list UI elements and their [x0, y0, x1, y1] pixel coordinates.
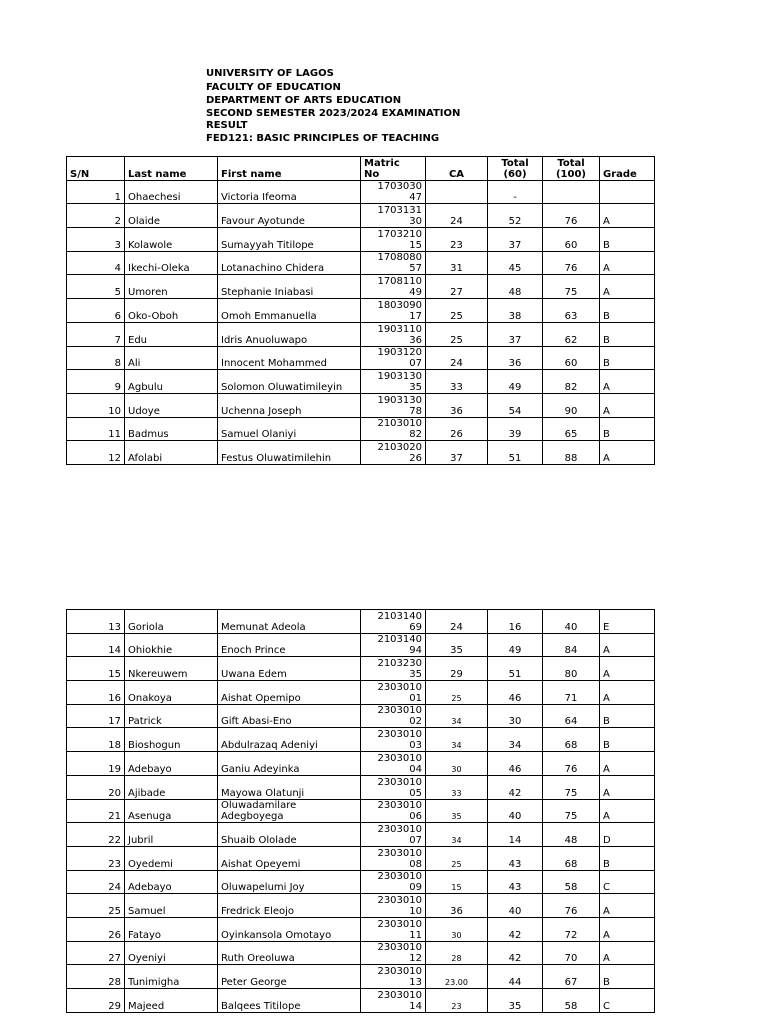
cell-grade: A	[600, 633, 655, 657]
cell-matric-no: 2303010 13	[361, 965, 426, 989]
cell-total-60: 38	[488, 299, 543, 323]
cell-last-name: Umoren	[125, 275, 218, 299]
cell-grade: A	[600, 441, 655, 465]
cell-ca: 33	[426, 775, 488, 799]
cell-last-name: Tunimigha	[125, 965, 218, 989]
cell-last-name: Adebayo	[125, 752, 218, 776]
table-row	[67, 610, 655, 634]
cell-total-100: 75	[543, 275, 600, 299]
cell-sn: 29	[67, 989, 125, 1013]
cell-total-100: 58	[543, 870, 600, 894]
cell-last-name: Ali	[125, 346, 218, 370]
table-row	[67, 941, 655, 965]
cell-sn: 10	[67, 393, 125, 417]
cell-grade	[600, 180, 655, 204]
cell-total-100: 67	[543, 965, 600, 989]
exam-title-result: RESULT	[206, 120, 248, 132]
cell-total-60: 46	[488, 681, 543, 705]
cell-total-60: 36	[488, 346, 543, 370]
table-row	[67, 657, 655, 681]
cell-last-name: Edu	[125, 322, 218, 346]
cell-first-name: Uchenna Joseph	[218, 393, 361, 417]
table-row	[67, 681, 655, 705]
cell-sn: 12	[67, 441, 125, 465]
table-row	[67, 752, 655, 776]
cell-sn: 22	[67, 823, 125, 847]
table-row	[67, 917, 655, 941]
cell-ca: 25	[426, 846, 488, 870]
table-row	[67, 846, 655, 870]
table-row	[67, 370, 655, 394]
table-row	[67, 728, 655, 752]
cell-last-name: Jubril	[125, 823, 218, 847]
cell-last-name: Samuel	[125, 894, 218, 918]
table-row	[67, 346, 655, 370]
cell-matric-no: 2103140 69	[361, 610, 426, 634]
cell-last-name: Nkereuwem	[125, 657, 218, 681]
cell-last-name: Onakoya	[125, 681, 218, 705]
cell-ca: 34	[426, 728, 488, 752]
cell-ca: 34	[426, 823, 488, 847]
cell-total-100: 60	[543, 228, 600, 252]
cell-total-100: 58	[543, 989, 600, 1013]
cell-ca: 15	[426, 870, 488, 894]
cell-first-name: Balqees Titilope	[218, 989, 361, 1013]
cell-last-name: Udoye	[125, 393, 218, 417]
cell-ca: 30	[426, 752, 488, 776]
table-row	[67, 417, 655, 441]
cell-grade: A	[600, 775, 655, 799]
cell-matric-no: 2303010 10	[361, 894, 426, 918]
faculty-name: FACULTY OF EDUCATION	[206, 81, 341, 93]
cell-total-100: 76	[543, 894, 600, 918]
cell-last-name: Olaide	[125, 204, 218, 228]
cell-total-100: 84	[543, 633, 600, 657]
cell-total-100: 60	[543, 346, 600, 370]
cell-matric-no: 2303010 14	[361, 989, 426, 1013]
cell-total-100: 68	[543, 846, 600, 870]
department-name: DEPARTMENT OF ARTS EDUCATION	[206, 95, 402, 107]
cell-matric-no: 2303010 04	[361, 752, 426, 776]
cell-total-60: 43	[488, 870, 543, 894]
cell-total-100: 72	[543, 917, 600, 941]
table-row	[67, 180, 655, 204]
cell-first-name: Sumayyah Titilope	[218, 228, 361, 252]
cell-sn: 16	[67, 681, 125, 705]
table-row	[67, 322, 655, 346]
cell-first-name: Stephanie Iniabasi	[218, 275, 361, 299]
cell-matric-no: 1903130 78	[361, 393, 426, 417]
cell-total-60: 48	[488, 275, 543, 299]
col-header-ca: CA	[426, 157, 488, 181]
col-header-sn: S/N	[67, 157, 125, 181]
cell-grade: A	[600, 799, 655, 823]
cell-grade: A	[600, 393, 655, 417]
table-row	[67, 204, 655, 228]
cell-total-60: 42	[488, 775, 543, 799]
cell-grade: B	[600, 322, 655, 346]
col-header-total-60: Total (60)	[488, 157, 543, 181]
table-row	[67, 823, 655, 847]
cell-last-name: Kolawole	[125, 228, 218, 252]
table-row	[67, 633, 655, 657]
cell-matric-no: 1803090 17	[361, 299, 426, 323]
cell-grade: A	[600, 941, 655, 965]
cell-total-100: 65	[543, 417, 600, 441]
cell-total-100: 40	[543, 610, 600, 634]
cell-total-60: 44	[488, 965, 543, 989]
cell-total-100: 76	[543, 204, 600, 228]
cell-total-60: 40	[488, 799, 543, 823]
table-row	[67, 775, 655, 799]
cell-ca: 31	[426, 251, 488, 275]
cell-grade: A	[600, 275, 655, 299]
cell-sn: 23	[67, 846, 125, 870]
cell-ca: 25	[426, 322, 488, 346]
table-row	[67, 799, 655, 823]
cell-sn: 7	[67, 322, 125, 346]
cell-grade: D	[600, 823, 655, 847]
cell-last-name: Majeed	[125, 989, 218, 1013]
cell-total-60: 37	[488, 322, 543, 346]
cell-first-name: Victoria Ifeoma	[218, 180, 361, 204]
col-header-total-100: Total (100)	[543, 157, 600, 181]
cell-total-100	[543, 180, 600, 204]
cell-total-100: 76	[543, 752, 600, 776]
cell-first-name: Omoh Emmanuella	[218, 299, 361, 323]
cell-total-60: 54	[488, 393, 543, 417]
cell-matric-no: 2303010 07	[361, 823, 426, 847]
cell-total-100: 48	[543, 823, 600, 847]
table-row	[67, 894, 655, 918]
cell-matric-no: 2303010 03	[361, 728, 426, 752]
cell-sn: 15	[67, 657, 125, 681]
cell-ca: 27	[426, 275, 488, 299]
cell-total-60: 42	[488, 941, 543, 965]
cell-total-100: 62	[543, 322, 600, 346]
table-row	[67, 393, 655, 417]
cell-matric-no: 1703030 47	[361, 180, 426, 204]
cell-total-60: 49	[488, 633, 543, 657]
cell-ca: 25	[426, 299, 488, 323]
cell-first-name: Uwana Edem	[218, 657, 361, 681]
cell-total-60: 37	[488, 228, 543, 252]
cell-grade: A	[600, 657, 655, 681]
cell-grade: B	[600, 704, 655, 728]
cell-ca: 37	[426, 441, 488, 465]
cell-ca	[426, 180, 488, 204]
cell-last-name: Ohiokhie	[125, 633, 218, 657]
cell-first-name: Idris Anuoluwapo	[218, 322, 361, 346]
cell-grade: A	[600, 752, 655, 776]
cell-sn: 28	[67, 965, 125, 989]
cell-grade: A	[600, 251, 655, 275]
cell-matric-no: 2103140 94	[361, 633, 426, 657]
table-row	[67, 228, 655, 252]
cell-ca: 33	[426, 370, 488, 394]
cell-ca: 23	[426, 989, 488, 1013]
cell-last-name: Oyedemi	[125, 846, 218, 870]
cell-total-60: 35	[488, 989, 543, 1013]
cell-first-name: Aishat Opemipo	[218, 681, 361, 705]
cell-total-100: 68	[543, 728, 600, 752]
table-row	[67, 989, 655, 1013]
cell-matric-no: 2303010 02	[361, 704, 426, 728]
cell-grade: B	[600, 346, 655, 370]
cell-first-name: Gift Abasi-Eno	[218, 704, 361, 728]
cell-last-name: Fatayo	[125, 917, 218, 941]
cell-total-100: 80	[543, 657, 600, 681]
cell-total-60: 40	[488, 894, 543, 918]
cell-matric-no: 2303010 11	[361, 917, 426, 941]
cell-sn: 17	[67, 704, 125, 728]
course-title: FED121: BASIC PRINCIPLES OF TEACHING	[206, 132, 440, 144]
exam-title: SECOND SEMESTER 2023/2024 EXAMINATION	[206, 107, 461, 119]
cell-grade: A	[600, 894, 655, 918]
cell-sn: 27	[67, 941, 125, 965]
cell-first-name: Fredrick Eleojo	[218, 894, 361, 918]
cell-total-100: 64	[543, 704, 600, 728]
cell-ca: 24	[426, 610, 488, 634]
cell-first-name: Solomon Oluwatimileyin	[218, 370, 361, 394]
cell-total-60: 43	[488, 846, 543, 870]
cell-last-name: Agbulu	[125, 370, 218, 394]
cell-first-name: Festus Oluwatimilehin	[218, 441, 361, 465]
cell-matric-no: 1708110 49	[361, 275, 426, 299]
col-header-matric-no: Matric No	[361, 157, 426, 181]
cell-sn: 19	[67, 752, 125, 776]
cell-grade: B	[600, 417, 655, 441]
table-row	[67, 441, 655, 465]
cell-first-name: Shuaib Ololade	[218, 823, 361, 847]
cell-grade: C	[600, 989, 655, 1013]
cell-ca: 35	[426, 799, 488, 823]
university-name: UNIVERSITY OF LAGOS	[206, 68, 334, 79]
cell-total-60: 46	[488, 752, 543, 776]
cell-ca: 23.00	[426, 965, 488, 989]
cell-sn: 21	[67, 799, 125, 823]
cell-first-name: Oyinkansola Omotayo	[218, 917, 361, 941]
cell-first-name: Oluwapelumi Joy	[218, 870, 361, 894]
cell-grade: B	[600, 299, 655, 323]
cell-sn: 2	[67, 204, 125, 228]
cell-sn: 6	[67, 299, 125, 323]
cell-grade: A	[600, 204, 655, 228]
cell-last-name: Bioshogun	[125, 728, 218, 752]
document-header	[206, 68, 460, 146]
cell-grade: B	[600, 728, 655, 752]
cell-sn: 14	[67, 633, 125, 657]
col-header-grade: Grade	[600, 157, 655, 181]
cell-first-name: Mayowa Olatunji	[218, 775, 361, 799]
cell-last-name: Afolabi	[125, 441, 218, 465]
cell-matric-no: 1903130 35	[361, 370, 426, 394]
cell-grade: B	[600, 965, 655, 989]
cell-matric-no: 1703210 15	[361, 228, 426, 252]
cell-total-60: 51	[488, 441, 543, 465]
cell-matric-no: 2303010 01	[361, 681, 426, 705]
cell-matric-no: 2103010 82	[361, 417, 426, 441]
cell-last-name: Patrick	[125, 704, 218, 728]
results-table-2	[66, 609, 655, 1013]
cell-ca: 29	[426, 657, 488, 681]
cell-sn: 8	[67, 346, 125, 370]
col-header-first-name: First name	[218, 157, 361, 181]
cell-matric-no: 1903120 07	[361, 346, 426, 370]
cell-last-name: Asenuga	[125, 799, 218, 823]
cell-grade: A	[600, 917, 655, 941]
cell-ca: 36	[426, 894, 488, 918]
cell-last-name: Ajibade	[125, 775, 218, 799]
cell-grade: B	[600, 228, 655, 252]
cell-sn: 18	[67, 728, 125, 752]
cell-total-60: -	[488, 180, 543, 204]
cell-sn: 9	[67, 370, 125, 394]
cell-last-name: Ohaechesi	[125, 180, 218, 204]
cell-total-100: 71	[543, 681, 600, 705]
cell-total-60: 45	[488, 251, 543, 275]
cell-total-100: 70	[543, 941, 600, 965]
cell-sn: 20	[67, 775, 125, 799]
cell-total-100: 88	[543, 441, 600, 465]
cell-total-60: 16	[488, 610, 543, 634]
cell-first-name: Enoch Prince	[218, 633, 361, 657]
cell-grade: A	[600, 370, 655, 394]
cell-matric-no: 2303010 09	[361, 870, 426, 894]
cell-ca: 26	[426, 417, 488, 441]
cell-ca: 24	[426, 204, 488, 228]
table-row	[67, 251, 655, 275]
cell-total-60: 34	[488, 728, 543, 752]
cell-matric-no: 1903110 36	[361, 322, 426, 346]
cell-sn: 25	[67, 894, 125, 918]
table-row	[67, 965, 655, 989]
cell-ca: 23	[426, 228, 488, 252]
cell-grade: B	[600, 846, 655, 870]
cell-ca: 28	[426, 941, 488, 965]
cell-first-name: Oluwadamilare Adegboyega	[218, 799, 361, 823]
cell-last-name: Badmus	[125, 417, 218, 441]
cell-total-60: 49	[488, 370, 543, 394]
cell-sn: 4	[67, 251, 125, 275]
table-row	[67, 275, 655, 299]
cell-matric-no: 1708080 57	[361, 251, 426, 275]
cell-total-100: 82	[543, 370, 600, 394]
cell-first-name: Innocent Mohammed	[218, 346, 361, 370]
cell-total-100: 75	[543, 775, 600, 799]
cell-total-100: 76	[543, 251, 600, 275]
cell-matric-no: 2103020 26	[361, 441, 426, 465]
cell-first-name: Ruth Oreoluwa	[218, 941, 361, 965]
cell-grade: E	[600, 610, 655, 634]
cell-matric-no: 1703131 30	[361, 204, 426, 228]
cell-total-100: 75	[543, 799, 600, 823]
table-header-row	[67, 157, 655, 181]
cell-last-name: Adebayo	[125, 870, 218, 894]
cell-total-100: 63	[543, 299, 600, 323]
cell-first-name: Memunat Adeola	[218, 610, 361, 634]
cell-ca: 34	[426, 704, 488, 728]
cell-ca: 24	[426, 346, 488, 370]
table-row	[67, 704, 655, 728]
cell-first-name: Peter George	[218, 965, 361, 989]
results-table-1	[66, 156, 655, 465]
cell-first-name: Abdulrazaq Adeniyi	[218, 728, 361, 752]
cell-sn: 1	[67, 180, 125, 204]
cell-sn: 5	[67, 275, 125, 299]
cell-ca: 36	[426, 393, 488, 417]
cell-total-60: 52	[488, 204, 543, 228]
cell-grade: C	[600, 870, 655, 894]
cell-grade: A	[600, 681, 655, 705]
cell-sn: 3	[67, 228, 125, 252]
cell-total-60: 14	[488, 823, 543, 847]
col-header-last-name: Last name	[125, 157, 218, 181]
cell-first-name: Ganiu Adeyinka	[218, 752, 361, 776]
cell-ca: 35	[426, 633, 488, 657]
cell-matric-no: 2303010 12	[361, 941, 426, 965]
cell-last-name: Ikechi-Oleka	[125, 251, 218, 275]
cell-total-60: 30	[488, 704, 543, 728]
cell-matric-no: 2303010 05	[361, 775, 426, 799]
cell-last-name: Oko-Oboh	[125, 299, 218, 323]
cell-ca: 30	[426, 917, 488, 941]
cell-total-60: 51	[488, 657, 543, 681]
cell-total-100: 90	[543, 393, 600, 417]
cell-matric-no: 2303010 06	[361, 799, 426, 823]
cell-total-60: 42	[488, 917, 543, 941]
cell-matric-no: 2103230 35	[361, 657, 426, 681]
cell-sn: 11	[67, 417, 125, 441]
cell-matric-no: 2303010 08	[361, 846, 426, 870]
cell-total-60: 39	[488, 417, 543, 441]
cell-first-name: Samuel Olaniyi	[218, 417, 361, 441]
cell-last-name: Goriola	[125, 610, 218, 634]
cell-last-name: Oyeniyi	[125, 941, 218, 965]
table-row	[67, 299, 655, 323]
cell-sn: 24	[67, 870, 125, 894]
cell-sn: 13	[67, 610, 125, 634]
cell-ca: 25	[426, 681, 488, 705]
table-row	[67, 870, 655, 894]
cell-first-name: Favour Ayotunde	[218, 204, 361, 228]
cell-sn: 26	[67, 917, 125, 941]
cell-first-name: Lotanachino Chidera	[218, 251, 361, 275]
cell-first-name: Aishat Opeyemi	[218, 846, 361, 870]
